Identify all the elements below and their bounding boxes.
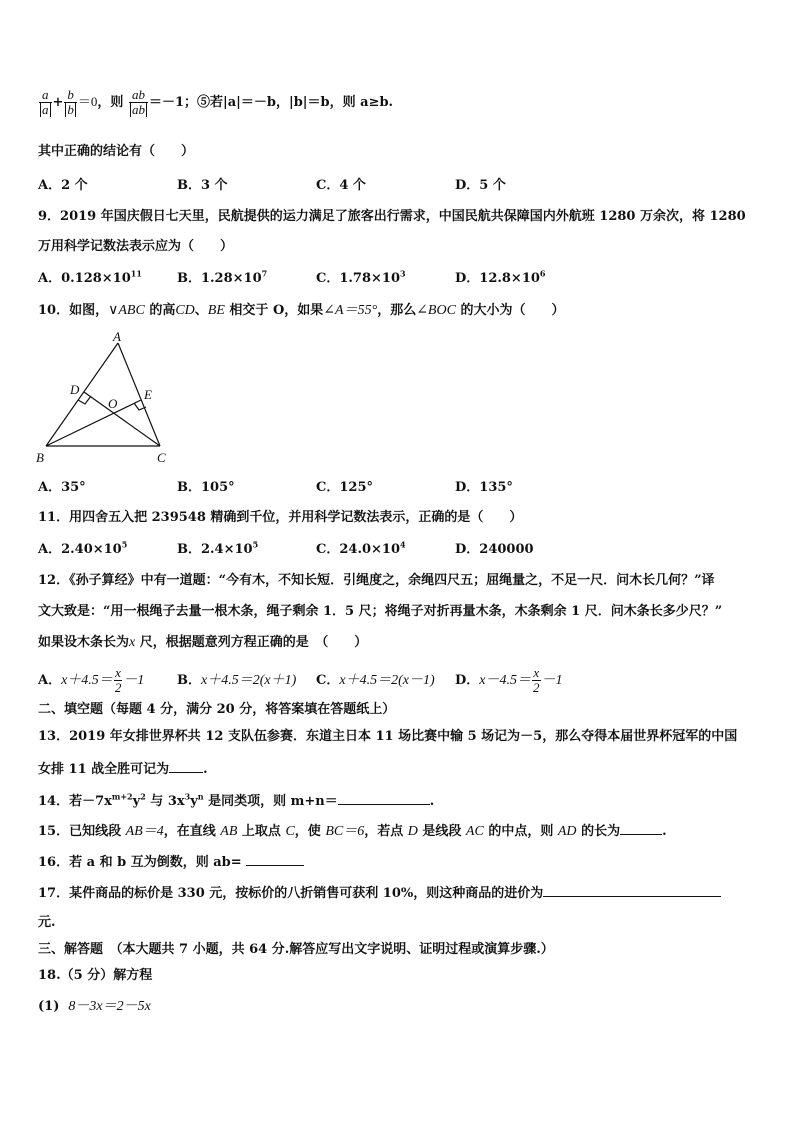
q10-option-a: A．35° — [38, 480, 86, 495]
q10-option-d: D．135° — [455, 480, 513, 495]
q8-option-d: D．5 个 — [455, 178, 506, 193]
label-o: O — [108, 396, 118, 411]
q17-line2: 元. — [38, 915, 56, 930]
fraction-a-over-abs-a: $\frac{a}{a}$ — [39, 88, 52, 117]
label-c: C — [157, 450, 166, 465]
q16-question: 16．若 a 和 b 互为倒数，则 ab= — [38, 853, 304, 872]
q8-option-c: C．4 个 — [316, 178, 366, 193]
q11-option-c: C．$24.0\times 10^4$ — [316, 539, 406, 557]
q13-line2: 女排 11 战全胜可记为 . — [38, 762, 208, 777]
triangle-figure — [30, 328, 180, 468]
q9-line2: 万用科学记数法表示应为（ ） — [38, 239, 234, 254]
q10-question: 10．如图，∨ABC 的高CD、BE 相交于 O，如果∠A＝55°，那么∠BOC 的大小为（ ） — [38, 303, 565, 318]
q12-option-d: D．x－4.5＝ $\frac{x}{2}$ －1 — [455, 665, 563, 695]
q15-question: 15．已知线段 AB＝4，在直线 AB 上取点 C，使 BC＝6，若点 D 是线段 AC 的中点，则 AD 的长为 . — [38, 824, 667, 839]
q8-option-b: B．3 个 — [177, 178, 228, 193]
q15-answer-blank[interactable] — [620, 822, 662, 835]
q9-option-d: D．$12.8\times 10^6$ — [455, 268, 546, 286]
fraction-ab-over-abs-ab: $\frac{ab}{ab}$ — [129, 88, 148, 117]
q12-line3: 如果设木条长为x 尺，根据题意列方程正确的是 （ ） — [38, 635, 368, 650]
fraction-b-over-abs-b: $\frac{b}{b}$ — [64, 88, 77, 117]
label-e: E — [144, 387, 152, 402]
q14-question: 14．若$-7x^{m+2}y^2$ 与 $3x^3y^n$ 是同类项，则 m+n＝ . — [38, 791, 435, 809]
q11-option-a: A．$2.40\times 10^5$ — [38, 539, 128, 557]
q17-line1: 17．某件商品的标价是 330 元，按标价的八折销售可获利 10%，则这种商品的进价为 — [38, 884, 721, 903]
section3-heading: 三、解答题 （本大题共 7 小题，共 64 分.解答应写出文字说明、证明过程或演算步骤.） — [38, 942, 554, 957]
q8-continuation: $\frac{a}{a}$ + $\frac{b}{b}$ ＝0，则 $\frac{ab}{ab}$ ＝－1；⑤若|a|＝－b，|b|＝b，则 a≥b. — [38, 88, 393, 117]
q18-heading: 18.（5 分）解方程 — [38, 968, 153, 983]
q17-answer-blank[interactable] — [543, 884, 721, 897]
label-d: D — [70, 382, 80, 397]
q8-option-a: A．2 个 — [38, 178, 88, 193]
q12-line1: 12．《孙子算经》中有一道题：“今有木，不知长短．引绳度之，余绳四尺五；屈绳量之，不足一尺．问木长几何？”译 — [38, 573, 715, 588]
side-ab — [46, 343, 118, 446]
q9-option-b: B．$1.28\times 10^7$ — [177, 268, 268, 286]
q16-answer-blank[interactable] — [246, 853, 304, 866]
label-a: A — [113, 329, 121, 344]
q13-answer-blank[interactable] — [169, 760, 203, 773]
q12-option-a: A．x＋4.5＝ $\frac{x}{2}$ －1 — [38, 665, 145, 695]
label-b: B — [36, 450, 44, 465]
q9-option-c: C．$1.78\times 10^3$ — [316, 268, 406, 286]
q12-option-b: B．x＋4.5＝2(x＋1) — [177, 673, 297, 688]
q11-option-d: D．240000 — [455, 542, 534, 557]
q8-prompt: 其中正确的结论有（ ） — [38, 144, 195, 159]
q9-line1: 9．2019 年国庆假日七天里，民航提供的运力满足了旅客出行需求，中国民航共保障国内外航班 1280 万余次，将 1280 — [38, 209, 746, 224]
q12-option-c: C．x＋4.5＝2(x－1) — [316, 673, 435, 688]
q10-option-b: B．105° — [177, 480, 235, 495]
q10-option-c: C．125° — [316, 480, 373, 495]
q14-answer-blank[interactable] — [338, 792, 430, 805]
q9-option-a: A．$0.128\times 10^{11}$ — [38, 268, 142, 286]
section2-heading: 二、填空题（每题 4 分，满分 20 分，将答案填在答题纸上） — [38, 702, 396, 717]
q18-part1: (1) 8－3x＝2－5x — [38, 999, 151, 1014]
q11-question: 11．用四舍五入把 239548 精确到千位，并用科学记数法表示，正确的是（ ） — [38, 510, 523, 525]
q13-line1: 13．2019 年女排世界杯共 12 支队伍参赛．东道主日本 11 场比赛中输 5 场记为－5，那么夺得本届世界杯冠军的中国 — [38, 729, 738, 744]
q12-line2: 文大致是：“用一根绳子去量一根木条，绳子剩余 1．5 尺；将绳子对折再量木条，木条剩余 1 尺．问木条长多少尺？” — [38, 604, 723, 619]
q11-option-b: B．$2.4\times 10^5$ — [177, 539, 259, 557]
